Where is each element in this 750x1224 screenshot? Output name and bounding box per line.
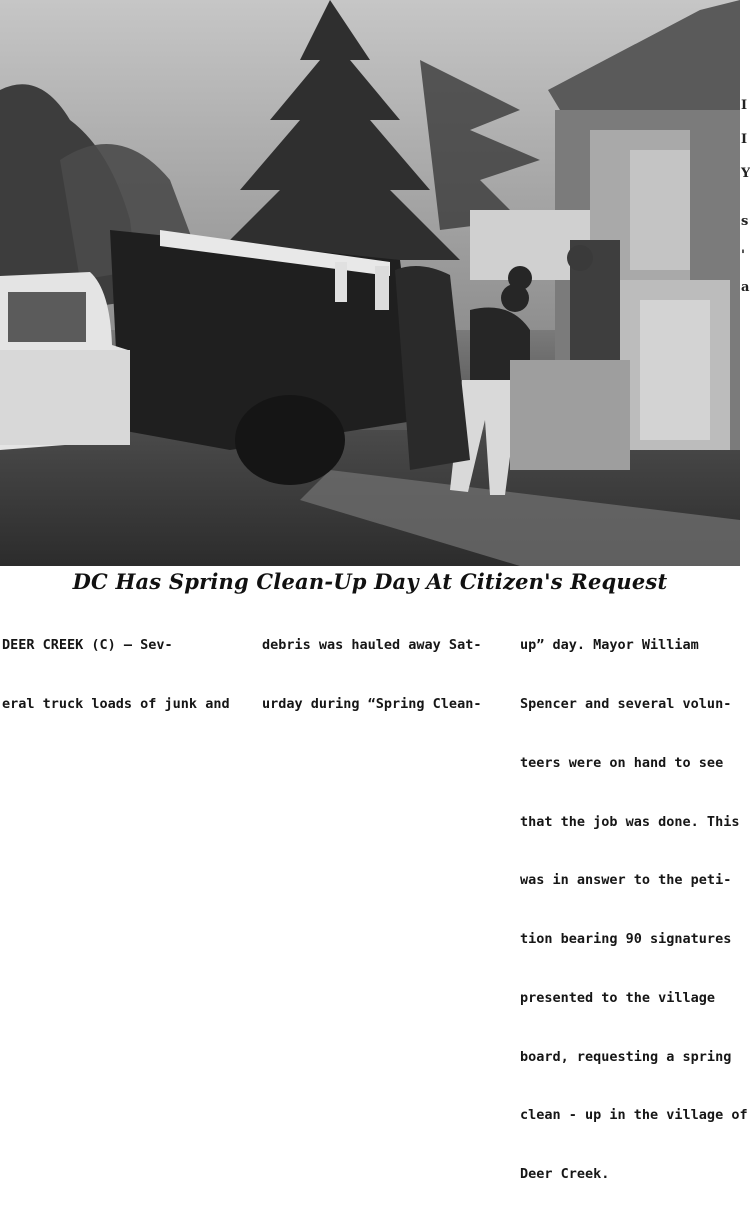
article-line: presented to the village	[520, 989, 716, 1006]
edge-letter-fragment: I	[741, 98, 748, 113]
edge-letter-fragment: '	[741, 248, 745, 263]
article-column-3	[520, 597, 748, 1224]
article-line: eral truck loads of junk and	[2, 695, 230, 712]
article-line: Deer Creek.	[520, 1166, 610, 1183]
edge-letter-fragment: s	[741, 214, 749, 229]
article-line: clean - up in the village of	[520, 1107, 748, 1124]
article-line: Spencer and several volun-	[520, 695, 732, 712]
article-line: urday during “Spring Clean-	[262, 695, 482, 712]
article-line: was in answer to the peti-	[520, 872, 732, 889]
photo-illustration	[0, 0, 740, 566]
article-line: that the job was done. This	[520, 813, 740, 830]
edge-letter-fragment: Y	[741, 166, 750, 181]
edge-letter-fragment: a	[741, 280, 750, 295]
article-column-2	[262, 597, 510, 754]
article-line: board, requesting a spring	[520, 1048, 732, 1065]
edge-letter-fragment: I	[741, 132, 748, 147]
article-line: up” day. Mayor William	[520, 637, 699, 654]
news-photo	[0, 0, 740, 566]
article-line: tion bearing 90 signatures	[520, 931, 732, 948]
article-line: debris was hauled away Sat-	[262, 637, 482, 654]
article-headline: DC Has Spring Clean-Up Day At Citizen's Request	[72, 569, 668, 594]
article-column-1	[2, 597, 250, 754]
article-line: DEER CREEK (C) — Sev-	[2, 637, 173, 654]
article-line: teers were on hand to see	[520, 754, 724, 771]
